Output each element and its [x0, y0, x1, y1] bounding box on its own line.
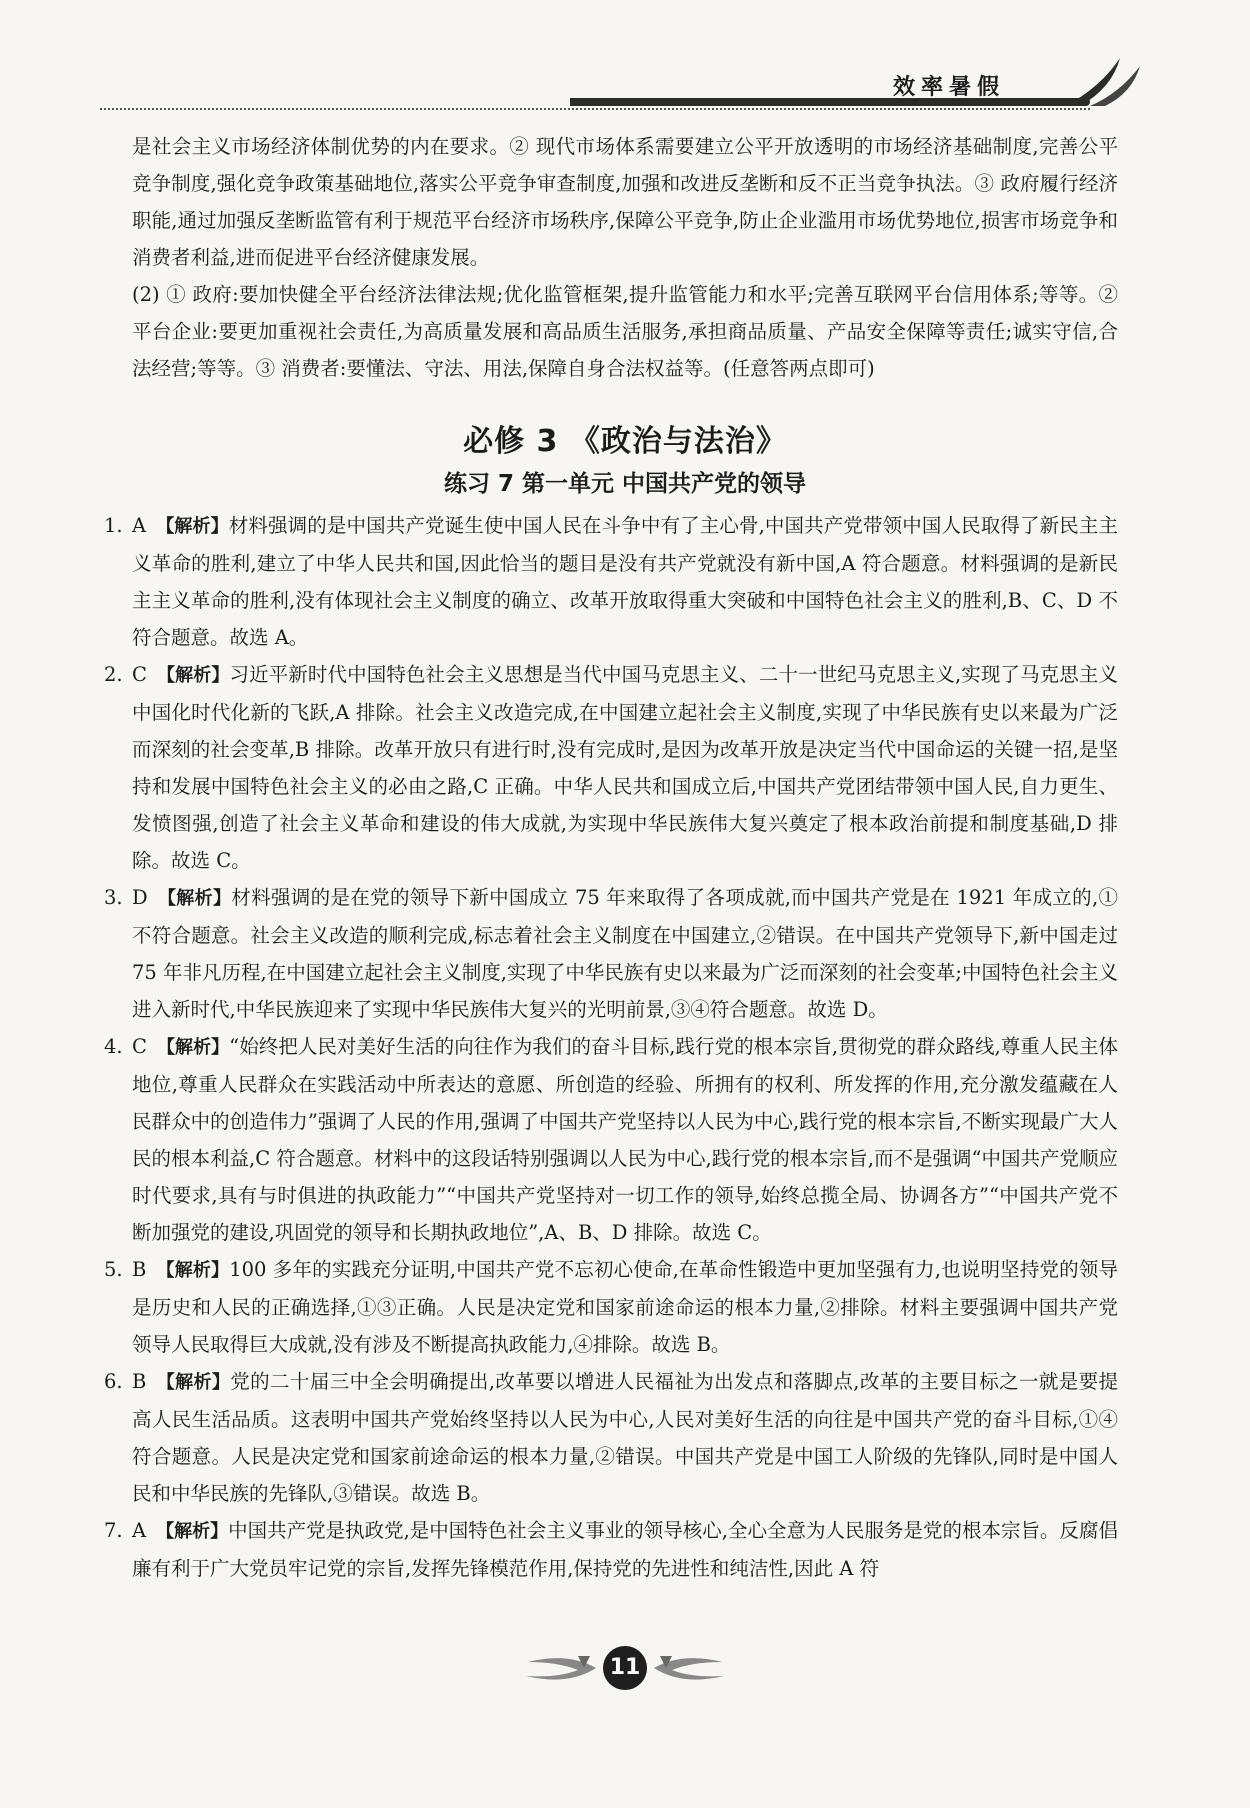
question-item: 3. D 【解析】材料强调的是在党的领导下新中国成立 75 年来取得了各项成就,而中国共产党是在 1921 年成立的,①不符合题意。社会主义改造的顺利完成,标志着社会主义制度在中国建立,②错误。在中国共产党领导下,新中国走过 75 年非凡历程,在中国建立起社会主义制度,实现了中华民族有史以来最为广泛而深刻的社会变革;中国特色社会主义进入新时代,中华民族迎来了实现中华民族伟大复兴的光明前景,③④符合题意。故选 D。 [104, 886, 1118, 1021]
floral-ornament-left-icon [518, 1648, 598, 1688]
header-swoosh-icon [1060, 48, 1150, 112]
question-item: 2. C 【解析】习近平新时代中国特色社会主义思想是当代中国马克思主义、二十一世纪马克思主义,实现了马克思主义中国化时代化新的飞跃,A 排除。社会主义改造完成,在中国建立起社会主义制度,实现了中华民族有史以来最为广泛而深刻的社会变革,B 排除。改革开放只有进行时,没有完成时,是因为改革开放是决定当代中国命运的关键一招,是坚持和发展中国特色社会主义的必由之路,C 正确。中华人民共和国成立后,中国共产党团结带领中国人民,自力更生、发愤图强,创造了社会主义革命和建设的伟大成就,为实现中华民族伟大复兴奠定了根本政治前提和制度基础,D 排除。故选 C。 [104, 663, 1119, 872]
question-item: 5. B 【解析】100 多年的实践充分证明,中国共产党不忘初心使命,在革命性锻造中更加坚强有力,也说明坚持党的领导是历史和人民的正确选择,①③正确。人民是决定党和国家前途命运的根本力量,②排除。材料主要强调中国共产党领导人民取得巨大成就,没有涉及不断提高执政能力,④排除。故选 B。 [104, 1258, 1119, 1356]
header-title: 效率暑假 [892, 74, 1005, 100]
intro-paragraph-1: 是社会主义市场经济体制优势的内在要求。② 现代市场体系需要建立公平开放透明的市场经济基础制度,完善公平竞争制度,强化竞争政策基础地位,落实公平竞争审查制度,加强和改进反垄断和反不正当竞争执法。③ 政府履行经济职能,通过加强反垄断监管有利于规范平台经济市场秩序,保障公平竞争,防止企业滥用市场优势地位,损害市场竞争和消费者利益,进而促进平台经济健康发展。 [132, 135, 1118, 269]
question-list [104, 507, 1119, 1587]
page-number: 11 [603, 1646, 647, 1690]
question-item: 4. C 【解析】“始终把人民对美好生活的向往作为我们的奋斗目标,践行党的根本宗旨,贯彻党的群众路线,尊重人民主体地位,尊重人民群众在实践活动中所表达的意愿、所创造的经验、所拥有的权利、所发挥的作用,充分激发蕴藏在人民群众中的创造伟力”强调了人民的作用,强调了中国共产党坚持以人民为中心,践行党的根本宗旨,不断实现最广大人民的根本利益,C 符合题意。材料中的这段话特别强调以人民为中心,践行党的根本宗旨,而不是强调“中国共产党顺应时代要求,具有与时俱进的执政能力”“中国共产党坚持对一切工作的领导,始终总揽全局、协调各方”“中国共产党不断加强党的建设,巩固党的领导和长期执政地位”,A、B、D 排除。故选 C。 [104, 1035, 1118, 1244]
question-item: 6. B 【解析】党的二十届三中全会明确提出,改革要以增进人民福祉为出发点和落脚点,改革的主要目标之一就是要提高人民生活品质。这表明中国共产党始终坚持以人民为中心,人民对美好生活的向往是中国共产党的奋斗目标,①④符合题意。人民是决定党和国家前途命运的根本力量,②错误。中国共产党是中国工人阶级的先锋队,同时是中国人民和中华民族的先锋队,③错误。故选 B。 [104, 1370, 1119, 1505]
section-subtitle: 练习 7 第一单元 中国共产党的领导 [443, 471, 807, 497]
page-header [100, 48, 1150, 112]
page-content [104, 128, 1119, 1587]
floral-ornament-right-icon [652, 1648, 732, 1688]
intro-paragraph-2: (2) ① 政府:要加快健全平台经济法律法规;优化监管框架,提升监管能力和水平;完善互联网平台信用体系;等等。② 平台企业:要更加重视社会责任,为高质量发展和高品质生活服务,承担商品质量、产品安全保障等责任;诚实守信,合法经营;等等。③ 消费者:要懂法、守法、用法,保障自身合法权益等。(任意答两点即可) [132, 283, 1118, 380]
question-item: 7. A 【解析】中国共产党是执政党,是中国特色社会主义事业的领导核心,全心全意为人民服务是党的根本宗旨。反腐倡廉有利于广大党员牢记党的宗旨,发挥先锋模范作用,保持党的先进性和纯洁性,因此 A 符 [104, 1519, 1118, 1580]
page-footer [0, 1646, 1250, 1706]
question-item: 1. A 【解析】材料强调的是中国共产党诞生使中国人民在斗争中有了主心骨,中国共产党带领中国人民取得了新民主主义革命的胜利,建立了中华人民共和国,因此恰当的题目是没有共产党就没有新中国,A 符合题意。材料强调的是新民主主义革命的胜利,没有体现社会主义制度的确立、改革开放取得重大突破和中国特色社会主义的胜利,B、C、D 不符合题意。故选 A。 [104, 514, 1119, 649]
header-dotted-rule [100, 108, 1090, 110]
section-title: 必修 3 《政治与法治》 [463, 424, 787, 459]
header-bar [570, 98, 1090, 106]
